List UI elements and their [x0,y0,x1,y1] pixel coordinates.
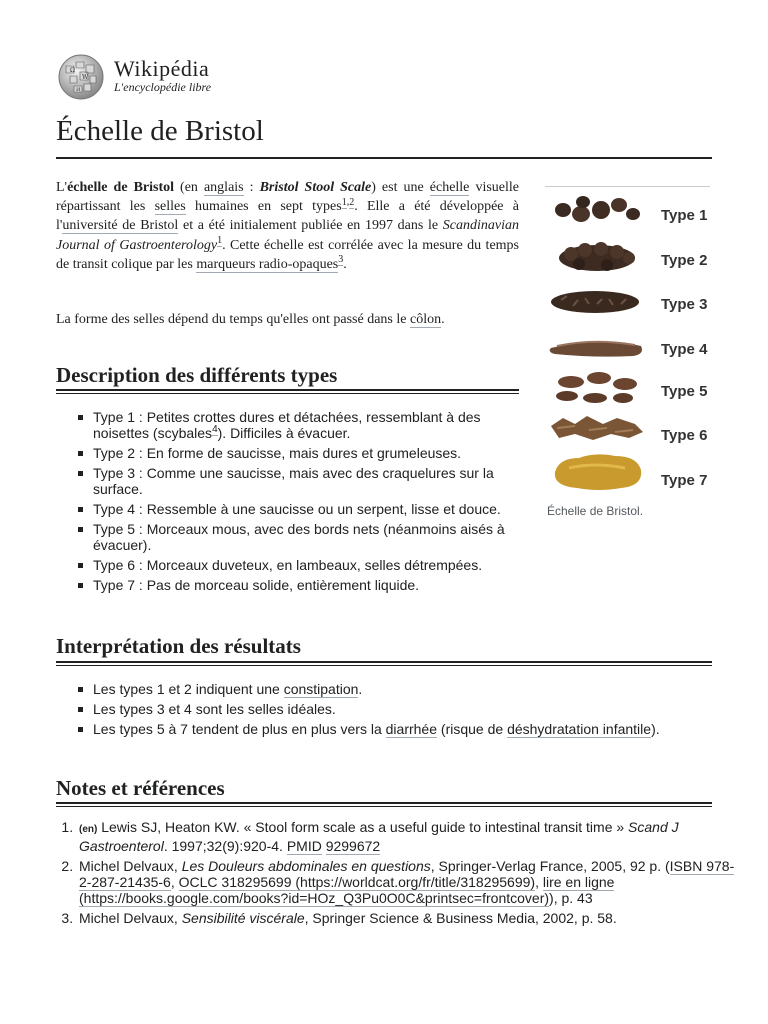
interpretation-list [56,681,673,741]
type-label: Type 7 [661,472,708,489]
colon-paragraph: La forme des selles dépend du temps qu'elles ont passé dans le côlon. [56,312,445,327]
stool-type-5-icon [556,372,637,403]
list-item: Les types 1 et 2 indiquent une constipation. [93,681,673,697]
svg-text:Ω: Ω [70,67,75,74]
type-label: Type 5 [661,383,708,400]
type-label: Type 1 [661,207,708,224]
link-deshydratation[interactable]: déshydratation infantile [507,721,652,737]
link-diarrhee[interactable]: diarrhée [385,721,438,737]
bristol-scale-image[interactable] [545,188,710,498]
svg-text:И: И [76,87,81,93]
stool-type-7-icon [555,454,641,490]
ref-link-2[interactable]: 2 [349,196,355,208]
section-divider [56,389,519,394]
pmid-number-link[interactable]: 9299672 [325,838,381,854]
list-item: Les types 5 à 7 tendent de plus en plus vers la diarrhée (risque de déshydratation infantile). [93,721,673,737]
heading-references: Notes et références [56,776,225,800]
ref-link-1[interactable]: 1 [341,196,347,208]
types-list [56,409,530,597]
svg-text:W: W [82,74,89,81]
list-item: Type 7 : Pas de morceau solide, entièrement liquide. [93,577,530,593]
link-marqueurs[interactable]: marqueurs radio-opaques [196,256,339,272]
references-list [56,819,737,930]
wordmark: Wikipédia [114,56,210,81]
english-name: Bristol Stool Scale [259,180,372,195]
bristol-figure [545,186,710,518]
list-item: Type 1 : Petites crottes dures et détachées, ressemblant à des noisettes (scybales$^4$). Difficiles à évacuer. [93,409,530,441]
stool-type-6-icon [551,416,643,440]
figure-border [545,186,710,187]
link-constipation[interactable]: constipation [283,681,359,697]
stool-type-3-icon [551,291,639,313]
type-label: Type 4 [661,341,708,358]
reference-item: 1. (en) Lewis SJ, Heaton KW. « Stool form scale as a useful guide to intestinal transit time » Scand J Gastroenterol. 1997;32(9):920-4. PMID 9299672 [77,819,737,854]
list-item: Type 2 : En forme de saucisse, mais dures et grumeleuses. [93,445,530,461]
ref-link-1b[interactable]: 1 [217,234,223,246]
link-selles[interactable]: selles [154,199,186,215]
heading-interpretation: Interprétation des résultats [56,634,301,658]
ref-link-3[interactable]: 3 [338,254,344,266]
reference-item: 3. Michel Delvaux, Sensibilité viscérale, Springer Science & Business Media, 2002, p. 58. [77,910,737,926]
stool-type-4-icon [550,341,642,356]
list-item: Type 4 : Ressemble à une saucisse ou un serpent, lisse et douce. [93,501,530,517]
figure-caption: Échelle de Bristol. [547,504,644,518]
read-online-link[interactable]: lire en ligne (https://books.google.com/books?id=HOz_Q3Pu0O0C&printsec=frontcover) [79,874,615,906]
article-subject: échelle de Bristol [67,180,175,195]
pmid-link[interactable]: PMID [286,838,322,854]
reference-item: 2. Michel Delvaux, Les Douleurs abdominales en questions, Springer-Verlag France, 2005, 92 p. (ISBN 978-2-287-21435-6, OCLC 318295699 (https://worldcat.org/fr/title/318295699), lire en ligne (https://books.google.com/books?id=HOz_Q3Pu0O0C&printsec=frontcover)), p. 43 [77,858,737,906]
link-echelle[interactable]: échelle [429,180,470,195]
journal-name: Scandinavian Journal of Gastroenterology [56,218,519,253]
link-universite-bristol[interactable]: université de Bristol [62,218,179,234]
language-tag: (en) [79,824,98,835]
type-label: Type 2 [661,252,708,269]
ref-link-4[interactable]: 4 [212,424,218,436]
isbn-link[interactable]: ISBN 978-2-287-21435-6 [79,858,735,890]
link-colon[interactable]: côlon [410,312,442,327]
list-item: Type 3 : Comme une saucisse, mais avec des craquelures sur la surface. [93,465,530,497]
tagline: L'encyclopédie libre [114,80,212,94]
type-label: Type 3 [661,296,708,313]
type-label: Type 6 [661,427,708,444]
stool-type-1-icon [555,196,640,222]
section-divider [56,802,712,807]
section-divider [56,661,712,666]
heading-description-types: Description des différents types [56,363,338,387]
page-title: Échelle de Bristol [56,115,264,147]
wikipedia-globe-logo[interactable] [56,52,106,102]
oclc-link[interactable]: OCLC 318295699 (https://worldcat.org/fr/title/318295699) [178,874,536,890]
list-item: Type 5 : Morceaux mous, avec des bords nets (néanmoins aisés à évacuer). [93,521,530,553]
title-divider [56,157,712,159]
list-item: Les types 3 et 4 sont les selles idéales. [93,701,673,717]
stool-type-2-icon [559,242,635,271]
link-anglais[interactable]: anglais [203,180,244,195]
list-item: Type 6 : Morceaux duveteux, en lambeaux, selles détrempées. [93,557,530,573]
intro-paragraph: L'échelle de Bristol (en anglais : Bristol Stool Scale) est une échelle visuelle répartissant les selles humaines en sept types$^{1,2}$. Elle a été développée à l'université de Bristol et a été initialement publiée en 1997 dans le Scandinavian Journal of Gastroenterology$^1$. Cette échelle est corrélée avec la mesure du temps de transit colique par les marqueurs radio-opaques$^3$. [56,180,519,272]
